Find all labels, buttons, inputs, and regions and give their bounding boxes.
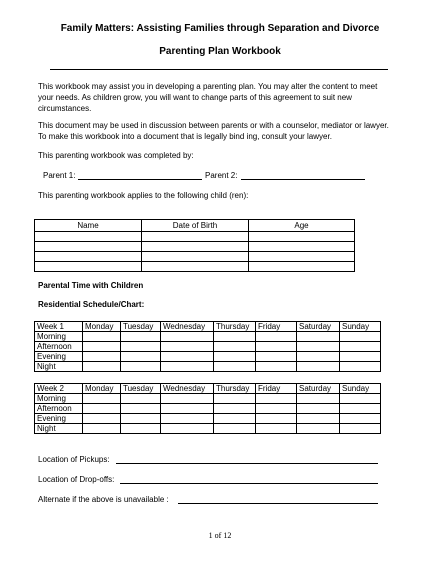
schedule-cell[interactable] — [340, 352, 381, 362]
title-rule — [50, 69, 388, 70]
child-name-cell[interactable] — [35, 252, 142, 262]
schedule-cell[interactable] — [161, 342, 214, 352]
schedule-cell[interactable] — [256, 332, 297, 342]
schedule-cell[interactable] — [83, 424, 121, 434]
week1-header-row — [35, 322, 381, 332]
schedule-cell[interactable] — [121, 352, 161, 362]
schedule-cell[interactable] — [256, 394, 297, 404]
schedule-cell[interactable] — [161, 332, 214, 342]
schedule-cell[interactable] — [214, 424, 256, 434]
completed-by-label: This parenting workbook was completed by: — [38, 151, 194, 160]
child-age-cell[interactable] — [249, 242, 355, 252]
day-header-tuesday: Tuesday — [121, 322, 161, 332]
dropoffs-field[interactable] — [120, 483, 378, 484]
schedule-cell[interactable] — [256, 414, 297, 424]
schedule-cell[interactable] — [340, 424, 381, 434]
schedule-cell[interactable] — [340, 362, 381, 372]
week1-schedule-table — [34, 321, 381, 372]
schedule-cell[interactable] — [256, 404, 297, 414]
schedule-cell[interactable] — [340, 342, 381, 352]
period-label-morning: Morning — [35, 394, 83, 404]
schedule-cell[interactable] — [297, 394, 340, 404]
schedule-cell[interactable] — [161, 352, 214, 362]
day-header-saturday: Saturday — [297, 384, 340, 394]
schedule-cell[interactable] — [214, 352, 256, 362]
period-label-night: Night — [35, 362, 83, 372]
week2-label: Week 2 — [35, 384, 83, 394]
table-row — [35, 352, 381, 362]
schedule-cell[interactable] — [256, 342, 297, 352]
schedule-cell[interactable] — [121, 424, 161, 434]
table-row — [35, 262, 355, 272]
day-header-sunday: Sunday — [340, 384, 381, 394]
table-row — [35, 252, 355, 262]
schedule-cell[interactable] — [83, 414, 121, 424]
children-table-header — [35, 220, 355, 232]
child-name-cell[interactable] — [35, 232, 142, 242]
schedule-cell[interactable] — [83, 394, 121, 404]
child-dob-cell[interactable] — [142, 252, 249, 262]
schedule-cell[interactable] — [297, 332, 340, 342]
children-intro: This parenting workbook applies to the following child (ren): — [38, 191, 249, 200]
parent2-label: Parent 2: — [205, 171, 238, 180]
table-row — [35, 414, 381, 424]
pickups-label: Location of Pickups: — [38, 455, 110, 464]
child-age-cell[interactable] — [249, 252, 355, 262]
day-header-wednesday: Wednesday — [161, 384, 214, 394]
table-row — [35, 332, 381, 342]
schedule-cell[interactable] — [214, 414, 256, 424]
parental-time-heading: Parental Time with Children — [38, 281, 144, 290]
child-dob-cell[interactable] — [142, 242, 249, 252]
column-header-age: Age — [249, 220, 355, 232]
schedule-cell[interactable] — [297, 362, 340, 372]
day-header-wednesday: Wednesday — [161, 322, 214, 332]
child-age-cell[interactable] — [249, 262, 355, 272]
schedule-cell[interactable] — [121, 362, 161, 372]
day-header-sunday: Sunday — [340, 322, 381, 332]
intro-paragraph-1: This workbook may assist you in developing a parenting plan. You may alter the content to meet your needs. As children grow, you will want to change parts of this agreement to suit new circumstances. — [38, 82, 378, 113]
day-header-friday: Friday — [256, 322, 297, 332]
schedule-cell[interactable] — [214, 404, 256, 414]
table-row — [35, 342, 381, 352]
table-row — [35, 242, 355, 252]
schedule-cell[interactable] — [214, 342, 256, 352]
schedule-cell[interactable] — [121, 404, 161, 414]
week2-header-row — [35, 384, 381, 394]
column-header-name: Name — [35, 220, 142, 232]
table-row — [35, 424, 381, 434]
period-label-afternoon: Afternoon — [35, 404, 83, 414]
schedule-cell[interactable] — [297, 342, 340, 352]
schedule-cell[interactable] — [121, 394, 161, 404]
schedule-cell[interactable] — [340, 332, 381, 342]
schedule-cell[interactable] — [256, 424, 297, 434]
child-dob-cell[interactable] — [142, 262, 249, 272]
document-title: Family Matters: Assisting Families through Separation and Divorce — [60, 23, 380, 34]
day-header-monday: Monday — [83, 322, 121, 332]
schedule-cell[interactable] — [297, 414, 340, 424]
period-label-evening: Evening — [35, 352, 83, 362]
day-header-friday: Friday — [256, 384, 297, 394]
schedule-cell[interactable] — [83, 404, 121, 414]
children-table — [34, 219, 355, 272]
schedule-cell[interactable] — [83, 362, 121, 372]
schedule-subheading: Residential Schedule/Chart: — [38, 300, 145, 309]
schedule-cell[interactable] — [161, 394, 214, 404]
week2-schedule-table — [34, 383, 381, 434]
schedule-cell[interactable] — [297, 352, 340, 362]
schedule-cell[interactable] — [340, 404, 381, 414]
schedule-cell[interactable] — [121, 342, 161, 352]
schedule-cell[interactable] — [214, 362, 256, 372]
column-header-dob: Date of Birth — [142, 220, 249, 232]
schedule-cell[interactable] — [214, 394, 256, 404]
child-age-cell[interactable] — [249, 232, 355, 242]
intro-paragraph-2: This document may be used in discussion between parents or with a counselor, mediator or lawyer. To make this workbook into a document that is legally bind ing, consult your lawyer. — [38, 121, 389, 141]
period-label-afternoon: Afternoon — [35, 342, 83, 352]
schedule-cell[interactable] — [121, 332, 161, 342]
child-dob-cell[interactable] — [142, 232, 249, 242]
parent2-field[interactable] — [241, 179, 365, 180]
schedule-cell[interactable] — [161, 424, 214, 434]
parent1-field[interactable] — [78, 179, 202, 180]
alternate-field[interactable] — [178, 503, 378, 504]
table-row — [35, 232, 355, 242]
schedule-cell[interactable] — [256, 352, 297, 362]
dropoffs-label: Location of Drop-offs: — [38, 475, 115, 484]
page-number: 1 of 12 — [208, 531, 232, 540]
schedule-cell[interactable] — [83, 332, 121, 342]
schedule-cell[interactable] — [161, 414, 214, 424]
day-header-tuesday: Tuesday — [121, 384, 161, 394]
child-name-cell[interactable] — [35, 242, 142, 252]
table-row — [35, 362, 381, 372]
schedule-cell[interactable] — [83, 352, 121, 362]
table-row — [35, 404, 381, 414]
schedule-cell[interactable] — [83, 342, 121, 352]
day-header-saturday: Saturday — [297, 322, 340, 332]
period-label-night: Night — [35, 424, 83, 434]
schedule-cell[interactable] — [161, 362, 214, 372]
schedule-cell[interactable] — [256, 362, 297, 372]
day-header-thursday: Thursday — [214, 384, 256, 394]
period-label-morning: Morning — [35, 332, 83, 342]
table-row — [35, 394, 381, 404]
schedule-cell[interactable] — [161, 404, 214, 414]
day-header-thursday: Thursday — [214, 322, 256, 332]
child-name-cell[interactable] — [35, 262, 142, 272]
schedule-cell[interactable] — [121, 414, 161, 424]
period-label-evening: Evening — [35, 414, 83, 424]
day-header-monday: Monday — [83, 384, 121, 394]
alternate-label: Alternate if the above is unavailable : — [38, 495, 169, 504]
parent1-label: Parent 1: — [43, 171, 76, 180]
schedule-cell[interactable] — [214, 332, 256, 342]
schedule-cell[interactable] — [340, 394, 381, 404]
week1-label: Week 1 — [35, 322, 83, 332]
schedule-cell[interactable] — [297, 404, 340, 414]
schedule-cell[interactable] — [340, 414, 381, 424]
schedule-cell[interactable] — [297, 424, 340, 434]
document-subtitle: Parenting Plan Workbook — [159, 46, 281, 57]
pickups-field[interactable] — [116, 463, 378, 464]
